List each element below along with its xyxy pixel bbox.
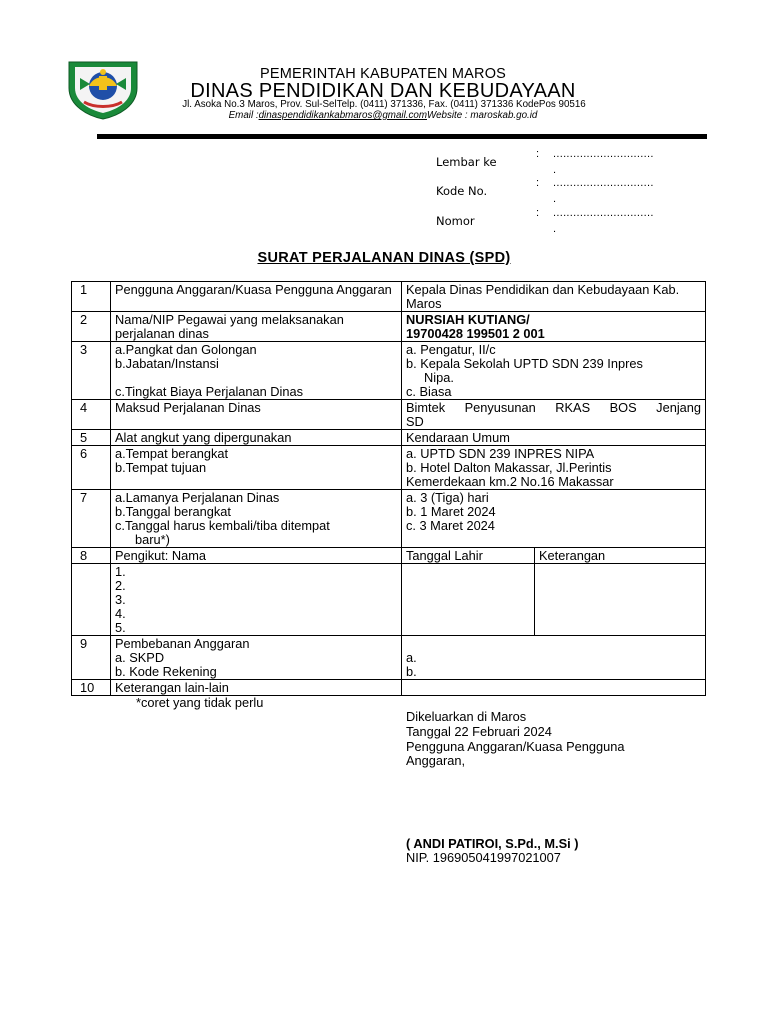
sub-label: a. SKPD (115, 650, 165, 665)
signer-role: Pengguna Anggaran/Kuasa Pengguna (406, 739, 625, 754)
sub-value: a. Pengatur, II/c (406, 342, 496, 357)
row-value (402, 680, 706, 696)
letterhead-address: Jl. Asoka No.3 Maros, Prov. Sul-SelTelp. (0411) 371336, Fax. (0411) 371336 KodePos 90516 (182, 99, 586, 110)
row-label (111, 342, 402, 400)
meta-dot: . (553, 164, 557, 176)
row-value (402, 312, 706, 342)
row-value (402, 342, 706, 400)
sub-value: c. 3 Maret 2024 (406, 518, 495, 533)
row-label: Pengikut: Nama (111, 548, 402, 564)
sub-label: a.Lamanya Perjalanan Dinas (115, 490, 280, 505)
employee-nip: 19700428 199501 2 001 (406, 326, 545, 341)
list-item: 1. (115, 564, 126, 579)
sub-value: b. Kepala Sekolah UPTD SDN 239 Inpres (406, 356, 643, 371)
issued-date: Tanggal 22 Februari 2024 (406, 724, 552, 739)
row-label (111, 636, 402, 680)
row-label (111, 490, 402, 548)
follower-birthdates (402, 564, 535, 636)
meta-label-number: Nomor (436, 214, 475, 228)
spd-table (71, 281, 706, 696)
sub-value: b. 1 Maret 2024 (406, 504, 496, 519)
website-text: Website : maroskab.go.id (427, 110, 538, 121)
sub-label: a.Pangkat dan Golongan (115, 342, 257, 357)
regency-logo (66, 58, 140, 120)
row-label: Keterangan lain-lain (111, 680, 402, 696)
list-item: 5. (115, 620, 126, 635)
list-item: 4. (115, 606, 126, 621)
row-number: 6 (72, 446, 111, 490)
row-label (111, 446, 402, 490)
letterhead-contact (150, 110, 616, 121)
sub-value: b. Hotel Dalton Makassar, Jl.Perintis (406, 460, 612, 475)
meta-colon: : (536, 207, 540, 219)
row-value: Kepala Dinas Pendidikan dan Kebudayaan Kab. Maros (402, 282, 706, 312)
table-row (72, 400, 706, 430)
table-row (72, 564, 706, 636)
row-number: 2 (72, 312, 111, 342)
sub-label: b.Jabatan/Instansi (115, 356, 219, 371)
sub-value: SD (406, 414, 424, 429)
sub-label: c.Tingkat Biaya Perjalanan Dinas (115, 384, 304, 399)
follower-list (111, 564, 402, 636)
letterhead-divider (97, 134, 707, 139)
sub-label: b. Kode Rekening (115, 664, 217, 679)
table-row (72, 548, 706, 564)
meta-dot: . (553, 193, 557, 205)
row-label: Alat angkut yang dipergunakan (111, 430, 402, 446)
row-number: 3 (72, 342, 111, 400)
row-value (402, 446, 706, 490)
follower-remarks (535, 564, 706, 636)
meta-dots-number: .............................. (553, 207, 654, 219)
letterhead-agency: DINAS PENDIDIKAN DAN KEBUDAYAAN (190, 80, 576, 102)
row-value (402, 490, 706, 548)
signer-role-cont: Anggaran, (406, 753, 466, 768)
row-label: Pengguna Anggaran/Kuasa Pengguna Anggaran (111, 282, 402, 312)
meta-label-code: Kode No. (436, 184, 488, 198)
row-number: 5 (72, 430, 111, 446)
sub-value: a. (406, 650, 417, 665)
row-number: 9 (72, 636, 111, 680)
table-row (72, 490, 706, 548)
sub-label: Pembebanan Anggaran (115, 636, 250, 651)
sub-label: c.Tanggal harus kembali/tiba ditempat (115, 518, 330, 533)
row-number (72, 564, 111, 636)
row-label: Nama/NIP Pegawai yang melaksanakan perjalanan dinas (111, 312, 402, 342)
signer-name: ( ANDI PATIROI, S.Pd., M.Si ) (406, 836, 579, 851)
column-header-remarks: Keterangan (535, 548, 706, 564)
meta-colon: : (536, 148, 540, 160)
sub-label: b.Tanggal berangkat (115, 504, 231, 519)
email-prefix: Email : (228, 110, 259, 121)
table-row (72, 446, 706, 490)
table-row (72, 680, 706, 696)
row-number: 1 (72, 282, 111, 312)
meta-dots-sheet: .............................. (553, 148, 654, 160)
column-header-birthdate: Tanggal Lahir (402, 548, 535, 564)
row-number: 4 (72, 400, 111, 430)
footnote: *coret yang tidak perlu (136, 695, 264, 710)
table-row (72, 312, 706, 342)
sub-value: Kemerdekaan km.2 No.16 Makassar (406, 474, 614, 489)
table-row (72, 342, 706, 400)
row-number: 7 (72, 490, 111, 548)
meta-label-sheet: Lembar ke (436, 155, 497, 169)
row-number: 10 (72, 680, 111, 696)
meta-dots-code: .............................. (553, 177, 654, 189)
table-row (72, 430, 706, 446)
row-value (402, 400, 706, 430)
sub-value: Nipa. (424, 370, 454, 385)
employee-name: NURSIAH KUTIANG/ (406, 312, 530, 327)
sub-value: a. 3 (Tiga) hari (406, 490, 489, 505)
sub-label: a.Tempat berangkat (115, 446, 229, 461)
row-number: 8 (72, 548, 111, 564)
row-value: Kendaraan Umum (402, 430, 706, 446)
row-value (402, 636, 706, 680)
sub-label: baru*) (135, 532, 170, 547)
email-link[interactable]: dinaspendidikankabmaros@gmail.com (258, 110, 427, 121)
sub-value: Bimtek Penyusunan RKAS BOS Jenjang (406, 400, 702, 415)
sub-value: c. Biasa (406, 384, 452, 399)
signer-nip: NIP. 196905041997021007 (406, 850, 561, 865)
row-label: Maksud Perjalanan Dinas (111, 400, 402, 430)
meta-colon: : (536, 177, 540, 189)
table-row (72, 636, 706, 680)
document-title: SURAT PERJALANAN DINAS (SPD) (257, 250, 511, 266)
table-row (72, 282, 706, 312)
list-item: 2. (115, 578, 126, 593)
list-item: 3. (115, 592, 126, 607)
sub-value: a. UPTD SDN 239 INPRES NIPA (406, 446, 595, 461)
meta-dot: . (553, 223, 557, 235)
letterhead-government: PEMERINTAH KABUPATEN MAROS (259, 66, 507, 82)
sub-value: b. (406, 664, 417, 679)
issued-place: Dikeluarkan di Maros (406, 709, 527, 724)
sub-label: b.Tempat tujuan (115, 460, 207, 475)
